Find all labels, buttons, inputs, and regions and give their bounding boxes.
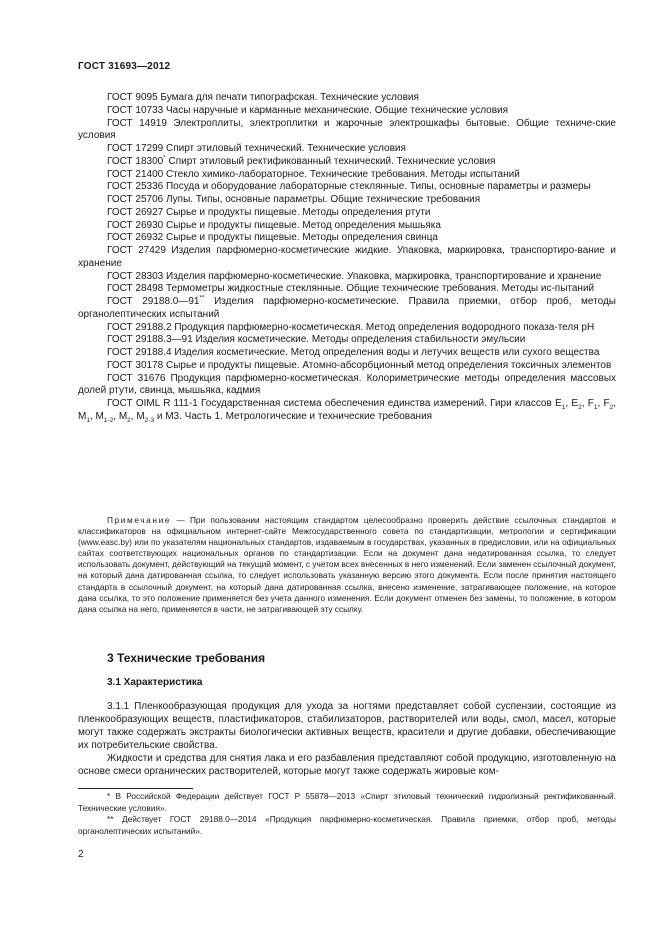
page-header-doc-code: ГОСТ 31693—2012 — [78, 61, 171, 72]
footnote-separator — [78, 788, 193, 789]
reference-item: ГОСТ 28303 Изделия парфюмерно-косметические. Упаковка, маркировка, транспортирование и хранение — [107, 270, 602, 282]
reference-item: ГОСТ 21400 Стекло химико-лабораторное. Технические требования. Методы испытаний — [107, 168, 520, 180]
reference-item: ГОСТ 26927 Сырье и продукты пищевые. Методы определения ртути — [107, 206, 431, 218]
reference-item: ГОСТ 25336 Посуда и оборудование лабораторные стеклянные. Типы, основные параметры и размеры — [107, 181, 591, 193]
normative-references-list — [78, 92, 616, 424]
references-note — [78, 515, 616, 615]
reference-item-oiml — [78, 398, 616, 424]
body-paragraph: 3.1.1 Пленкообразующая продукция для ухода за ногтями представляет собой суспензии, состоящие из пленкообразующих веществ, пластификаторов, стабилизаторов, растворителей или воды, смол, масел, которые могут также содержать экстракты биологически активных веществ, красители и другие добавки, обеспечивающие их потребительские свойства. — [78, 701, 616, 751]
reference-item — [78, 296, 616, 322]
note-text: — При пользовании настоящим стандартом целесообразно проверить действие ссылочных стандартов и классификаторов на официальном интернет-сайте Межгосударственного совета по стандартизации, метрологии и сертификации (www.easc.by) или по указателям национальных стандартов, издаваемым в государствах, указанных в предисловии, или на официальных сайтах соответствующих национальных органов по стандартизации. Если на документ дана недатированная ссылка, то следует использовать документ, действующий на текущий момент, с учетом всех внесенных в него изменений. Если заменен ссылочный документ, на который дана датированная ссылка, то следует использовать указанную версию этого документа. Если после принятия настоящего стандарта в ссылочный документ, на который дана датированная ссылка, внесено изменение, затрагивающее положение, на которое дана ссылка, то это положение применяется без учета данного изменения. Если документ отменен без замены, то положение, в котором дана ссылка на него, применяется в части, не затрагивающей эту ссылку. — [78, 515, 616, 614]
reference-item: ГОСТ 29188.3—91 Изделия косметические. Методы определения стабильности эмульсии — [107, 334, 526, 346]
reference-item-footnoted: ГОСТ 18300* Спирт этиловый ректификованный технический. Технические условия — [107, 154, 496, 167]
section-heading: 3 Технические требования — [107, 651, 266, 665]
reference-item: ГОСТ 29188.4 Изделия косметические. Метод определения воды и летучих веществ или сухого вещества — [107, 347, 600, 358]
body-paragraph: Жидкости и средства для снятия лака и его разбавления представляют собой продукцию, изготовленную на основе смеси органических растворителей, которые могут также содержать жировые ком- — [78, 752, 616, 777]
reference-item: ГОСТ 31676 Продукция парфюмерно-косметическая. Колориметрические методы определения массовых долей ртути, свинца, мышьяка, кадмия — [78, 372, 616, 397]
note-label: Примечание — [107, 515, 172, 525]
reference-item: ГОСТ 25706 Лупы. Типы, основные параметры. Общие технические требования — [107, 194, 481, 205]
section-body — [78, 701, 616, 778]
footnote: ** Действует ГОСТ 29188.0—2014 «Продукция парфюмерно-косметическая. Правила приемки, отбор проб, методы органолептических испытаний». — [78, 814, 616, 836]
reference-item: ГОСТ 26930 Сырье и продукты пищевые. Метод определения мышьяка — [107, 219, 441, 231]
reference-item: ГОСТ 26932 Сырье и продукты пищевые. Методы определения свинца — [107, 232, 438, 244]
reference-item: ГОСТ 27429 Изделия парфюмерно-косметические жидкие. Упаковка, маркировка, транспортиро-вание и хранение — [78, 245, 616, 269]
reference-item: ГОСТ 28498 Термометры жидкостные стеклянные. Общие технические требования. Методы ис-пытаний — [107, 283, 595, 295]
footnote: * В Российской Федерации действует ГОСТ Р 55878—2013 «Спирт этиловый технический гидролизный ректификованный. Технические условия». — [78, 791, 616, 813]
reference-item-formatted: ГОСТ OIML R 111-1 Государственная система обеспечения единства измерений. Гири классов $E_1$, $E_2$, $F_1$, $F_2$, $M_1$, $M_{1-2}$, $M_2$, $M_{2-3}$ и M3. Часть 1. Метрологические и технические требования — [78, 398, 616, 424]
reference-item: ГОСТ 14919 Электроплиты, электроплитки и жарочные электрошкафы бытовые. Общие техниче-ские условия — [78, 117, 616, 142]
reference-item — [78, 156, 616, 169]
reference-item: ГОСТ 9095 Бумага для печати типографская. Технические условия — [107, 92, 419, 103]
subsection-heading: 3.1 Характеристика — [107, 677, 203, 688]
reference-item: ГОСТ 10733 Часы наручные и карманные механические. Общие технические условия — [107, 104, 509, 116]
page-number: 2 — [78, 849, 84, 860]
reference-item: ГОСТ 17299 Спирт этиловый технический. Технические условия — [107, 143, 406, 154]
reference-item-footnoted: ГОСТ 29188.0—91** Изделия парфюмерно-косметические. Правила приемки, отбор проб, методы органолептических испытаний — [78, 294, 616, 320]
reference-item: ГОСТ 30178 Сырье и продукты пищевые. Атомно-абсорбционный метод определения токсичных элементов — [107, 359, 612, 371]
reference-item: ГОСТ 29188.2 Продукция парфюмерно-косметическая. Метод определения водородного показа-теля pH — [107, 321, 595, 333]
footnotes — [78, 791, 616, 837]
